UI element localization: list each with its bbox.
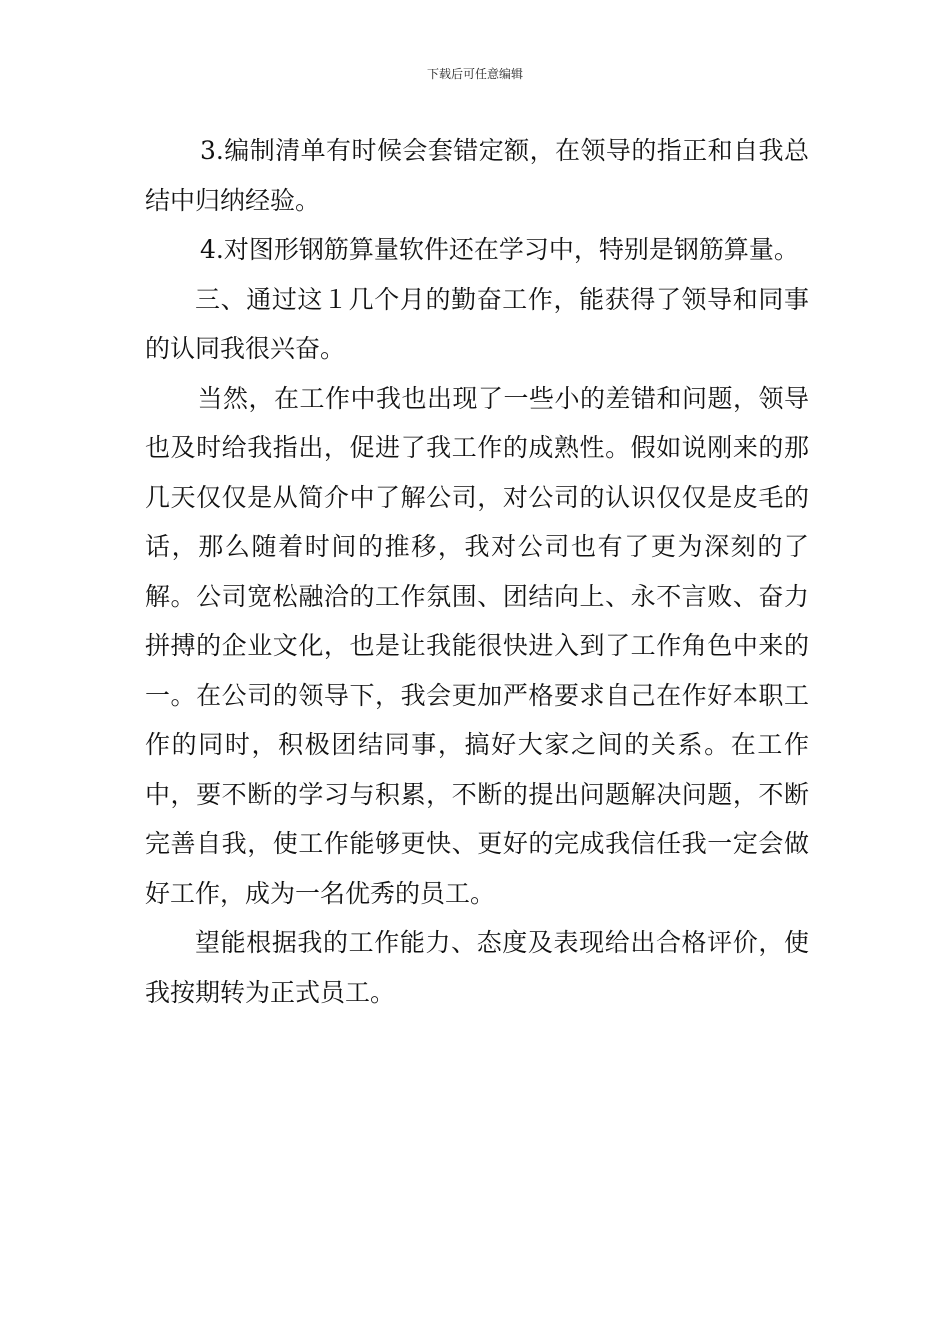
paragraph-item-4: 4.对图形钢筋算量软件还在学习中，特别是钢筋算量。 (200, 235, 799, 264)
document-body (145, 126, 809, 1017)
paragraph-main-body: 当然，在工作中我也出现了一些小的差错和问题，领导也及时给我指出，促进了我工作的成熟性。假如说刚来的那几天仅仅是从简介中了解公司，对公司的认识仅仅是皮毛的话，那么随着时间的推移，我对公司也有了更为深刻的了解。公司宽松融洽的工作氛围、团结向上、永不言败、奋力拼搏的企业文化，也是让我能很快进入到了工作角色中来的一。在公司的领导下，我会更加严格要求自己在作好本职工作的同时，积极团结同事，搞好大家之间的关系。在工作中，要不断的学习与积累，不断的提出问题解决问题，不断完善自我，使工作能够更快、更好的完成我信任我一定会做好工作，成为一名优秀的员工。 (145, 383, 809, 908)
paragraph-item-3: 3.编制清单有时候会套错定额，在领导的指正和自我总结中归纳经验。 (145, 136, 809, 215)
paragraph-closing: 望能根据我的工作能力、态度及表现给出合格评价，使我按期转为正式员工。 (145, 928, 809, 1007)
paragraph-section-three: 三、通过这１几个月的勤奋工作，能获得了领导和同事的认同我很兴奋。 (145, 284, 809, 363)
page-header-note: 下载后可任意编辑 (426, 67, 523, 81)
